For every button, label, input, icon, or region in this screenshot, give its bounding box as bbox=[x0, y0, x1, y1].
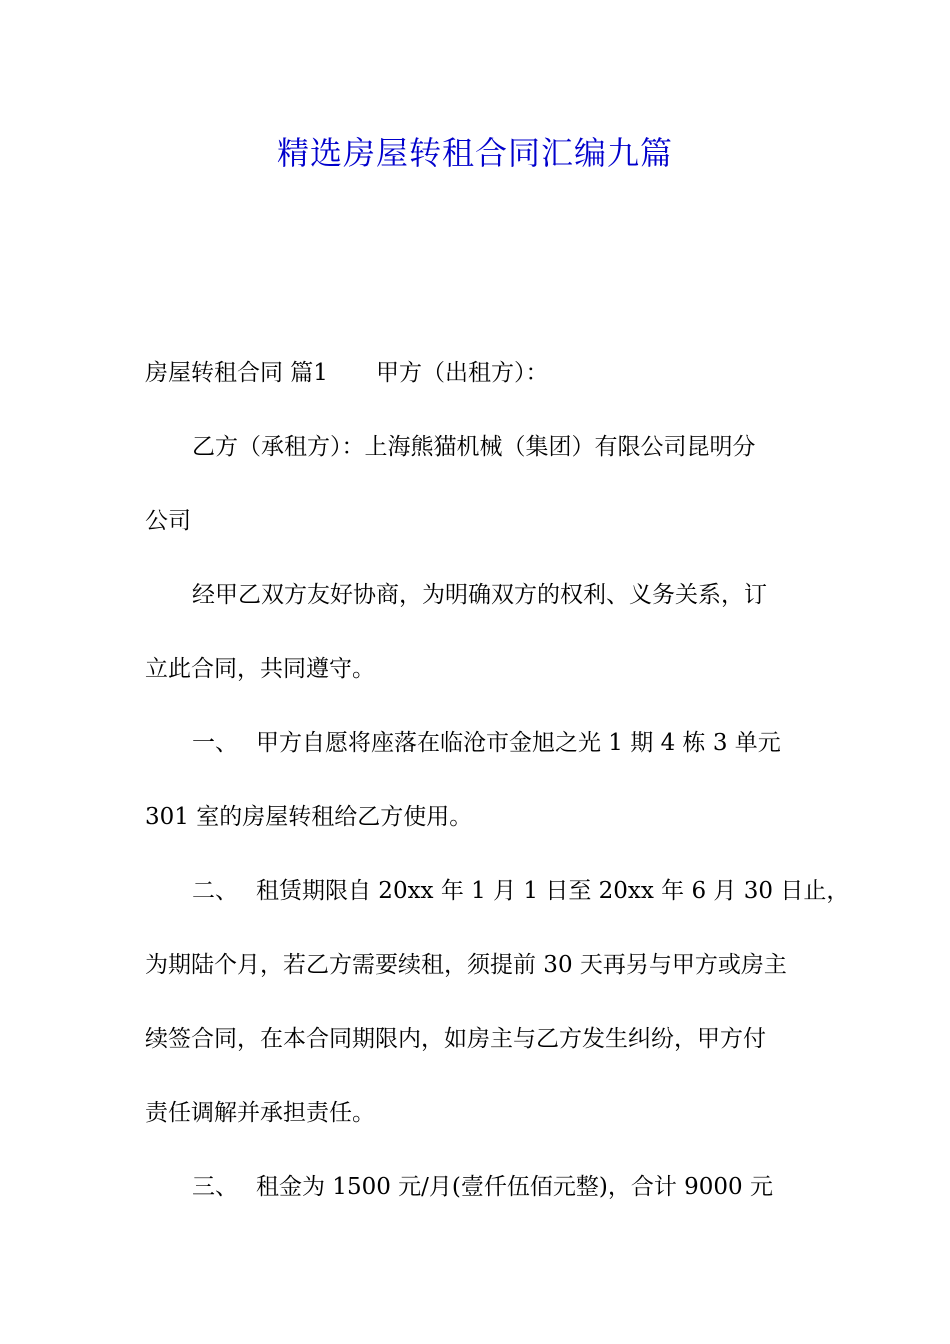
clause-1-text: 甲方自愿将座落在临沧市金旭之光 1 期 4 栋 3 单元 bbox=[256, 730, 781, 756]
clause-1-number: 一、 bbox=[192, 730, 238, 756]
clause-3-line-1 bbox=[145, 1150, 810, 1224]
clause-2-line-4: 责任调解并承担责任。 bbox=[145, 1100, 375, 1126]
clause-1-line-2: 301 室的房屋转租给乙方使用。 bbox=[145, 804, 473, 830]
party-b-line-1: 乙方（承租方）：上海熊猫机械（集团）有限公司昆明分 bbox=[192, 434, 756, 460]
clause-2-line-3: 续签合同，在本合同期限内，如房主与乙方发生纠纷，甲方付 bbox=[145, 1026, 766, 1052]
clause-2-number: 二、 bbox=[192, 878, 238, 904]
intro-line-2: 立此合同，共同遵守。 bbox=[145, 656, 375, 682]
clause-1-line-1 bbox=[145, 706, 810, 780]
party-a-label: 甲方（出租方）： bbox=[375, 360, 549, 386]
section-heading-line bbox=[145, 336, 810, 410]
section-heading: 房屋转租合同 篇1 bbox=[145, 360, 328, 386]
document-body bbox=[145, 336, 850, 1224]
intro-line-1: 经甲乙双方友好协商，为明确双方的权利、义务关系，订 bbox=[192, 582, 767, 608]
clause-2-text: 租赁期限自 20xx 年 1 月 1 日至 20xx 年 6 月 30 日止， bbox=[256, 878, 850, 904]
clause-3-number: 三、 bbox=[192, 1174, 238, 1200]
clause-2-line-1 bbox=[145, 854, 850, 928]
clause-3-text: 租金为 1500 元/月(壹仟伍佰元整)，合计 9000 元 bbox=[256, 1174, 774, 1200]
document-title: 精选房屋转租合同汇编九篇 bbox=[276, 134, 673, 172]
clause-2-line-2: 为期陆个月，若乙方需要续租，须提前 30 天再另与甲方或房主 bbox=[145, 952, 787, 978]
party-b-line-2: 公司 bbox=[145, 508, 191, 534]
